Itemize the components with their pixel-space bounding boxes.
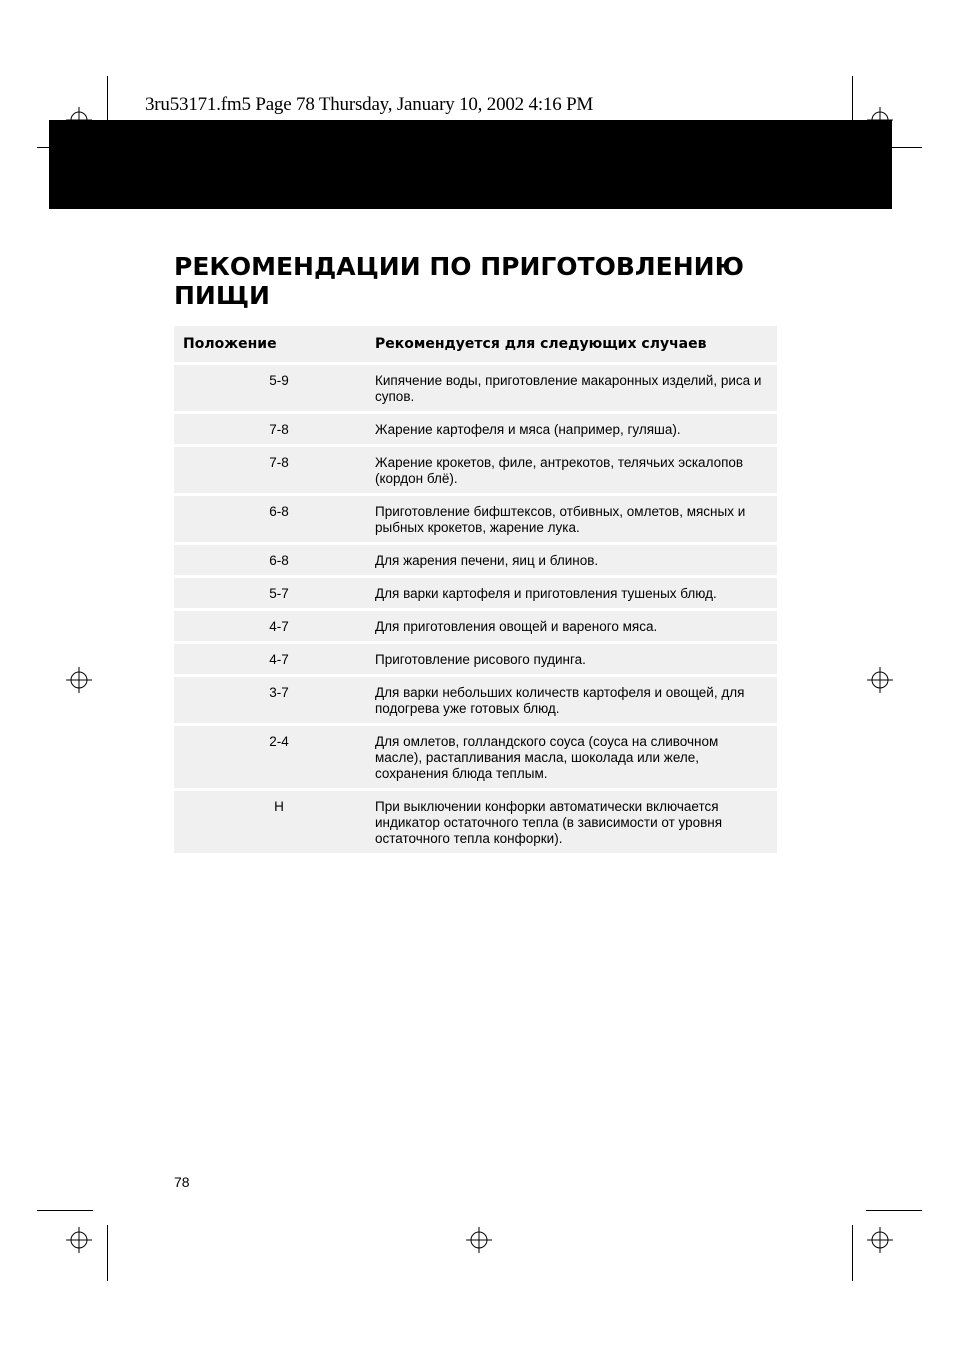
- recommendation-cell: Жарение крокетов, филе, антрекотов, телячьих эскалопов (кордон блё).: [375, 455, 744, 486]
- page-number: 78: [174, 1174, 190, 1190]
- table-row: [174, 447, 777, 493]
- registration-mark-icon: [466, 1227, 492, 1253]
- position-cell: 4-7: [269, 652, 289, 667]
- recommendation-cell: Кипячение воды, приготовление макаронных изделий, риса и супов.: [375, 373, 762, 404]
- registration-mark-icon: [66, 1227, 92, 1253]
- print-header: 3ru53171.fm5 Page 78 Thursday, January 10, 2002 4:16 PM: [145, 94, 594, 115]
- column-header-position: Положение: [183, 336, 277, 352]
- crop-mark: [37, 147, 49, 148]
- table-row: [174, 644, 777, 674]
- position-cell: 3-7: [269, 685, 289, 700]
- recommendation-cell: Приготовление бифштексов, отбивных, омлетов, мясных и рыбных крокетов, жарение лука.: [375, 504, 746, 535]
- table-row: [174, 726, 777, 788]
- cooking-recommendations-table: [174, 326, 777, 856]
- registration-mark-icon: [66, 667, 92, 693]
- table-header-row: [174, 326, 777, 362]
- registration-mark-icon: [867, 667, 893, 693]
- recommendation-cell: Для жарения печени, яиц и блинов.: [375, 553, 599, 568]
- table-row: [174, 545, 777, 575]
- crop-mark: [892, 147, 922, 148]
- table-row: [174, 677, 777, 723]
- crop-mark: [107, 76, 108, 131]
- header-band: [49, 120, 892, 209]
- table-row: [174, 496, 777, 542]
- registration-mark-icon: [867, 107, 893, 133]
- crop-mark: [866, 1210, 922, 1211]
- table-row: [174, 414, 777, 444]
- table-row: [174, 365, 777, 411]
- recommendation-cell: Для приготовления овощей и вареного мяса.: [375, 619, 658, 634]
- recommendation-cell: Жарение картофеля и мяса (например, гуляша).: [375, 422, 681, 437]
- crop-mark: [107, 1225, 108, 1281]
- page-title: РЕКОМЕНДАЦИИ ПО ПРИГОТОВЛЕНИЮ ПИЩИ: [174, 252, 744, 310]
- position-cell: 6-8: [269, 553, 289, 568]
- position-cell: 2-4: [269, 734, 289, 749]
- recommendation-cell: Приготовление рисового пудинга.: [375, 652, 586, 667]
- table-row: [174, 791, 777, 853]
- position-cell: H: [274, 799, 284, 814]
- recommendation-cell: При выключении конфорки автоматически включается индикатор остаточного тепла (в зависимости от уровня остаточного тепла конфорки).: [375, 799, 723, 846]
- crop-mark: [852, 1225, 853, 1281]
- table-row: [174, 578, 777, 608]
- position-cell: 5-7: [269, 586, 289, 601]
- table-row: [174, 611, 777, 641]
- position-cell: 4-7: [269, 619, 289, 634]
- position-cell: 6-8: [269, 504, 289, 519]
- position-cell: 5-9: [269, 373, 289, 388]
- registration-mark-icon: [66, 107, 92, 133]
- crop-mark: [852, 76, 853, 131]
- position-cell: 7-8: [269, 422, 289, 437]
- recommendation-cell: Для варки картофеля и приготовления тушеных блюд.: [375, 586, 717, 601]
- recommendation-cell: Для омлетов, голландского соуса (соуса на сливочном масле), растапливания масла, шоколада или желе, сохранения блюда теплым.: [375, 734, 719, 781]
- column-header-recommended: Рекомендуется для следующих случаев: [375, 336, 707, 352]
- position-cell: 7-8: [269, 455, 289, 470]
- registration-mark-icon: [867, 1227, 893, 1253]
- crop-mark: [37, 1210, 93, 1211]
- recommendation-cell: Для варки небольших количеств картофеля и овощей, для подогрева уже готовых блюд.: [375, 685, 745, 716]
